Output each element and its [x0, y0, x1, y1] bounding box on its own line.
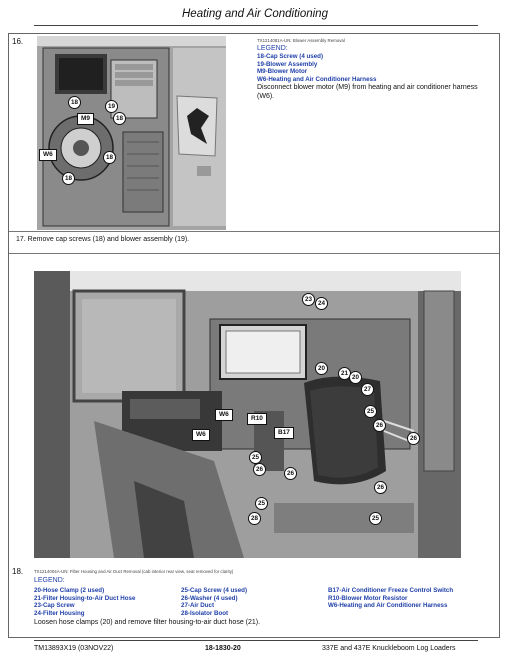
step-18-description: Loosen hose clamps (20) and remove filter housing-to-air duct hose (21). [34, 619, 261, 626]
filter-housing-figure [34, 271, 461, 558]
footer-page-number: 18-1830-20 [205, 645, 241, 652]
figure-18-caption: TX1214004A-UN: Filter Housing and Air Duct Removal (cab interior rear view, seat removed for clarity) [34, 569, 234, 574]
callout-18: 18 [113, 112, 126, 125]
legend-18-item: 21-Filter Housing-to-Air Duct Hose [34, 594, 136, 602]
legend-18-item: 26-Washer (4 used) [181, 594, 238, 602]
callout-28: 28 [248, 512, 261, 525]
callout-25: 25 [364, 405, 377, 418]
callout-26: 26 [284, 467, 297, 480]
callout-18: 18 [62, 172, 75, 185]
legend-18-item: 27-Air Duct [181, 602, 215, 609]
callout-26: 26 [407, 432, 420, 445]
legend-16-title: LEGEND: [257, 45, 288, 52]
callout-25: 25 [369, 512, 382, 525]
figure-16-caption: TX1214081A-UN: Blower Assembly Removal [257, 38, 345, 43]
tag-b17: B17 [274, 427, 294, 439]
callout-20: 20 [315, 362, 328, 375]
legend-18-item: 23-Cap Screw [34, 602, 75, 609]
legend-18-item: 25-Cap Screw (4 used) [181, 587, 248, 594]
step-18-number: 18. [12, 567, 24, 576]
callout-26: 26 [374, 481, 387, 494]
row-divider [9, 231, 499, 232]
tag-r10: R10 [247, 413, 267, 425]
callout-18: 18 [68, 96, 81, 109]
step-16-description: Disconnect blower motor (M9) from heating and air conditioner harness (W6). [257, 84, 478, 100]
callout-24: 24 [315, 297, 328, 310]
callout-19: 19 [105, 100, 118, 113]
step-16-number: 16. [12, 37, 24, 46]
tag-w6: W6 [39, 149, 57, 161]
tag-w6: W6 [215, 409, 233, 421]
callout-27: 27 [361, 383, 374, 396]
footer-product: 337E and 437E Knuckleboom Log Loaders [322, 645, 456, 652]
title-rule [34, 25, 478, 26]
legend-18-item: 20-Hose Clamp (2 used) [34, 587, 105, 594]
page-title: Heating and Air Conditioning [182, 8, 328, 20]
legend-18-item: 24-Filter Housing [34, 609, 85, 617]
legend-18-item: R10-Blower Motor Resistor [328, 594, 408, 602]
footer-rule [34, 640, 478, 641]
blower-assembly-illustration [37, 36, 226, 230]
legend-18-item: B17-Air Conditioner Freeze Control Switch [328, 587, 454, 594]
callout-25: 25 [255, 497, 268, 510]
callout-23: 23 [302, 293, 315, 306]
legend-16-item: 19-Blower Assembly [257, 60, 318, 68]
row-divider [9, 253, 499, 254]
blower-assembly-figure [37, 36, 226, 230]
callout-26: 26 [253, 463, 266, 476]
callout-20: 20 [349, 371, 362, 384]
tag-m9: M9 [77, 113, 94, 125]
callout-18: 18 [103, 151, 116, 164]
callout-26: 26 [373, 419, 386, 432]
step-17-text: 17. Remove cap screws (18) and blower assembly (19). [16, 236, 190, 243]
tag-w6: W6 [192, 429, 210, 441]
footer-doc-id: TM13893X19 (03NOV22) [34, 645, 114, 652]
legend-16-item: M9-Blower Motor [257, 68, 308, 75]
callout-25: 25 [249, 451, 262, 464]
legend-16-item: 18-Cap Screw (4 used) [257, 53, 324, 60]
legend-18-item: W6-Heating and Air Conditioner Harness [328, 602, 448, 609]
callout-21: 21 [338, 367, 351, 380]
legend-18-title: LEGEND: [34, 577, 65, 584]
legend-18-item: 28-Isolator Boot [181, 609, 229, 617]
legend-16-item: W6-Heating and Air Conditioner Harness [257, 75, 377, 83]
